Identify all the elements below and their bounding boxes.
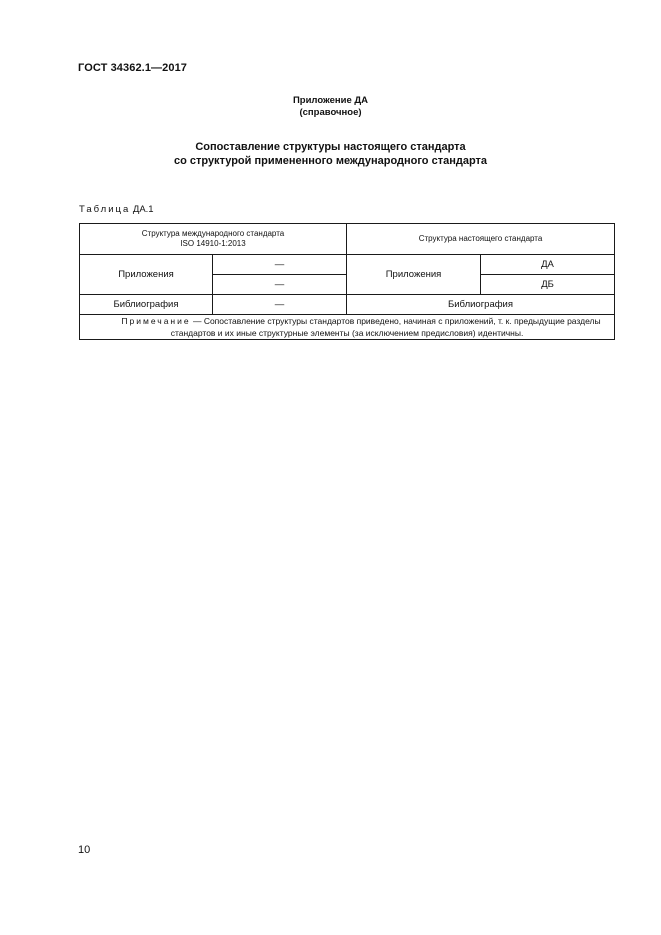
table-caption-label: Таблица — [79, 204, 131, 215]
document-code: ГОСТ 34362.1—2017 — [78, 62, 188, 74]
header-international-structure — [80, 224, 347, 255]
cell-appendix-national-item-2: ДБ — [481, 275, 615, 295]
table-row — [80, 255, 615, 275]
cell-appendix-national: Приложения — [347, 255, 481, 295]
table-note-label: Примечание — [121, 316, 191, 326]
table-row — [80, 295, 615, 315]
annex-title: Приложение ДА — [292, 95, 369, 106]
page-number: 10 — [78, 844, 91, 856]
header-international-line-2: ISO 14910-1:2013 — [180, 239, 246, 248]
table-note-text: — Сопоставление структуры стандартов приведено, начиная с приложений, т. к. предыдущие разделы стандартов и их иные структурные элементы (за исключением предисловия) идентичны. — [170, 316, 601, 338]
table-caption-id: ДА.1 — [132, 204, 154, 215]
comparison-table — [79, 223, 615, 340]
table-note-row — [80, 315, 615, 340]
cell-bibliography-international: Библиография — [80, 295, 213, 315]
cell-appendix-international: Приложения — [80, 255, 213, 295]
cell-bibliography-national: Библиография — [347, 295, 615, 315]
annex-heading — [0, 95, 661, 119]
table-caption — [79, 204, 154, 215]
section-title-line-1: Сопоставление структуры настоящего стандарта — [195, 141, 466, 153]
header-international-line-1: Структура международного стандарта — [141, 229, 285, 238]
section-title-line-2: со структурой примененного международного стандарта — [173, 155, 488, 167]
cell-bibliography-international-item: — — [213, 295, 347, 315]
cell-appendix-international-item-2: — — [213, 275, 347, 295]
section-title — [0, 140, 661, 168]
table-note — [80, 315, 615, 340]
cell-appendix-international-item-1: — — [213, 255, 347, 275]
header-national-structure: Структура настоящего стандарта — [347, 224, 615, 255]
annex-status: (справочное) — [299, 107, 362, 118]
table-header-row — [80, 224, 615, 255]
cell-appendix-national-item-1: ДА — [481, 255, 615, 275]
